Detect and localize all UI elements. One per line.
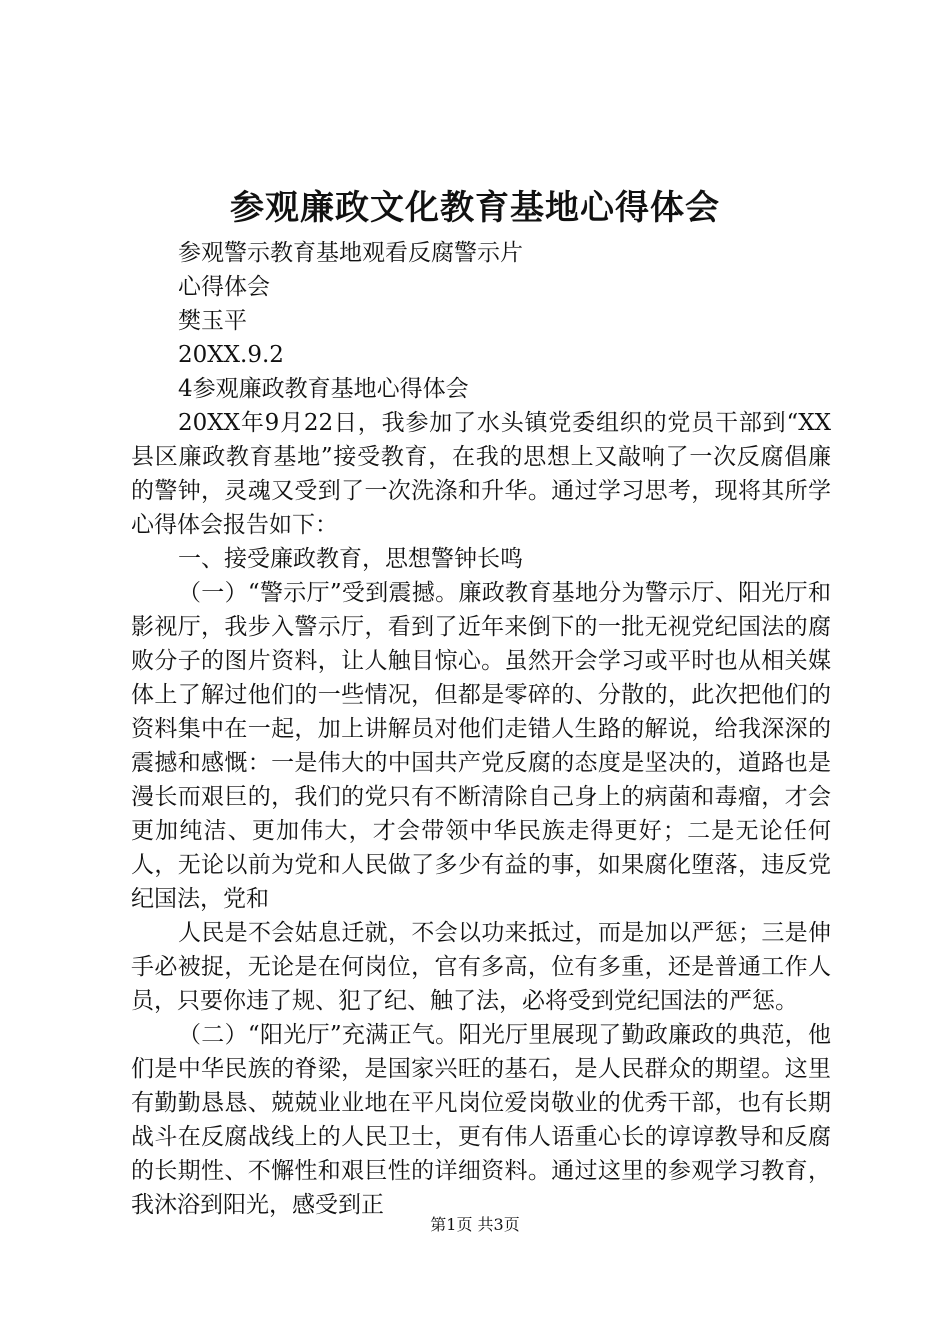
paragraph-warning-hall: （一）“警示厅”受到震撼。廉政教育基地分为警示厅、阳光厅和影视厅，我步入警示厅，看到了近年来倒下的一批无视党纪国法的腐败分子的图片资料，让人触目惊心。虽然开会学习或平时也从相关媒体上了解过他们的一些情况，但都是零碎的、分散的，此次把他们的资料集中在一起，加上讲解员对他们走错人生路的解说，给我深深的震撼和感慨：一是伟大的中国共产党反腐的态度是坚决的，道路也是漫长而艰巨的，我们的党只有不断清除自己身上的病菌和毒瘤，才会更加纯洁、更加伟大，才会带领中华民族走得更好；二是无论任何人，无论以前为党和人民做了多少有益的事，如果腐化堕落，违反党纪国法，党和 [131, 580, 831, 912]
document-date: 20XX.9.2 [178, 342, 284, 368]
document-body [131, 406, 831, 1222]
subtitle-line-2: 心得体会 [178, 274, 270, 300]
document-title: 参观廉政文化教育基地心得体会 [230, 188, 720, 228]
paragraph-sunshine-hall: （二）“阳光厅”充满正气。阳光厅里展现了勤政廉政的典范，他们是中华民族的脊梁，是国家兴旺的基石，是人民群众的期望。这里有勤勤恳恳、兢兢业业地在平凡岗位爱岗敬业的优秀干部，也有长期战斗在反腐战线上的人民卫士，更有伟人语重心长的谆谆教导和反腐的长期性、不懈性和艰巨性的详细资料。通过这里的参观学习教育，我沐浴到阳光，感受到正 [131, 1022, 831, 1218]
paragraph-continuation: 人民是不会姑息迁就，不会以功来抵过，而是加以严惩；三是伸手必被捉，无论是在何岗位，官有多高，位有多重，还是普通工作人员，只要你违了规、犯了纪、触了法，必将受到党纪国法的严惩。 [131, 920, 831, 1014]
paragraph-heading-one: 一、接受廉政教育，思想警钟长鸣 [178, 546, 523, 572]
page-footer: 第1页 共3页 [430, 1215, 520, 1234]
subtitle-line: 参观警示教育基地观看反腐警示片 [178, 240, 523, 266]
section-heading: 4参观廉政教育基地心得体会 [178, 376, 469, 402]
author-name: 樊玉平 [178, 308, 247, 334]
paragraph-intro: 20XX年9月22日，我参加了水头镇党委组织的党员干部到“XX县区廉政教育基地”接受教育，在我的思想上又敲响了一次反腐倡廉的警钟，灵魂又受到了一次洗涤和升华。通过学习思考，现将其所学心得体会报告如下： [131, 410, 831, 538]
